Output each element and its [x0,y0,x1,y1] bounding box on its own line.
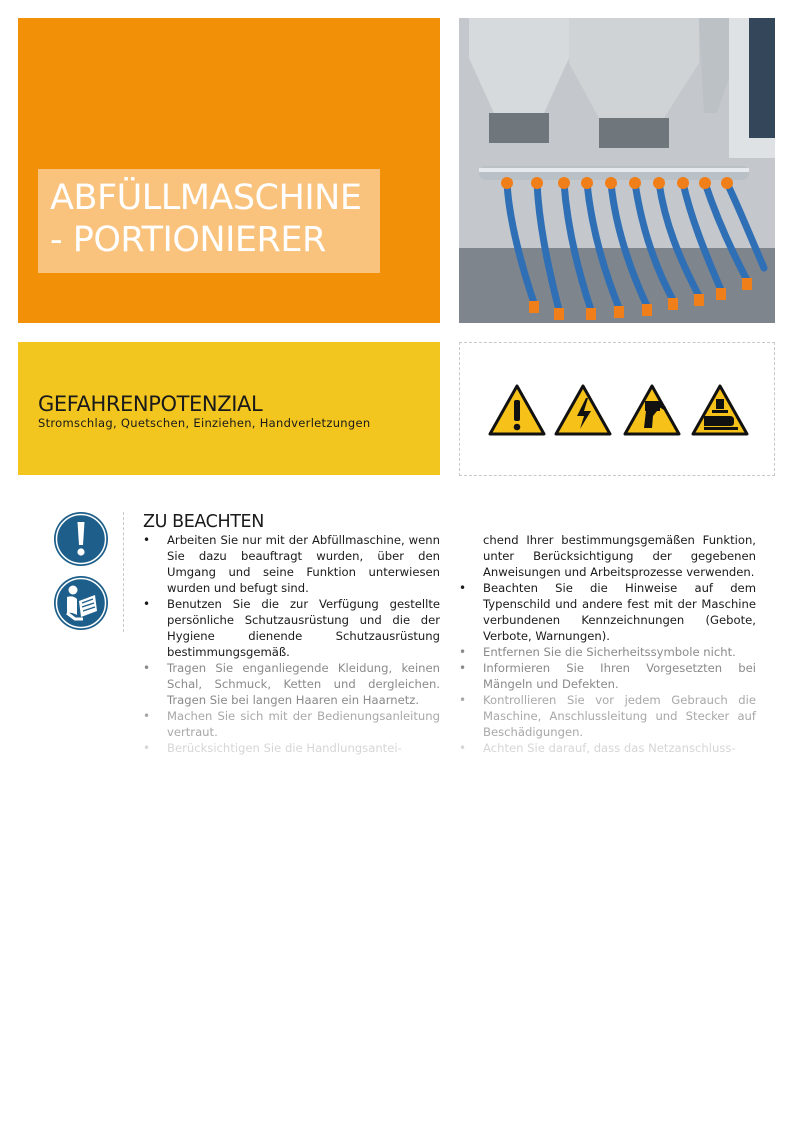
notes-column-2 [459,532,756,756]
list-item: • Beachten Sie die Hinweise auf dem Typenschild und andere fest mit der Maschine verbundenen Kennzeichnungen (Gebote, Verbote, Warnungen). [459,580,756,644]
hero-banner [18,18,440,323]
hazard-subtitle: Stromschlag, Quetschen, Einziehen, Handverletzungen [38,416,371,430]
mandatory-action-icon [53,511,109,567]
list-item: • Entfernen Sie die Sicherheitssymbole nicht. [459,644,756,660]
crushing-hand-warning-icon [690,383,750,437]
section-title: ZU BEACHTEN [143,512,264,532]
warning-signs-panel [459,342,775,476]
hand-entanglement-warning-icon [622,383,682,437]
list-item: chend Ihrer bestimmungsgemäßen Funktion, unter Berücksichtigung der gegebenen Anweisungen und Arbeitsprozesse verwenden. [483,533,756,579]
notes-column-1 [143,532,440,756]
read-manual-icon [53,575,109,631]
hazard-panel [18,342,440,475]
machine-photo-illustration [459,18,775,323]
general-warning-icon [487,383,547,437]
column-divider [123,512,124,632]
machine-photo [459,18,775,323]
list-item: • Tragen Sie enganliegende Kleidung, keinen Schal, Schmuck, Ketten und dergleichen. Tragen Sie bei langen Haaren ein Haarnetz. [143,660,440,708]
list-item: • Arbeiten Sie nur mit der Abfüllmaschine, wenn Sie dazu beauftragt wurden, über den Umgang und seine Funktion unterwiesen wurden und befugt sind. [143,532,440,596]
page-title [38,169,380,273]
page-title-line-2: - PORTIONIERER [50,220,326,260]
list-item: • Machen Sie sich mit der Bedienungsanleitung vertraut. [143,708,440,740]
page-title-line-1: ABFÜLLMASCHINE [50,178,362,218]
list-item: • Informieren Sie Ihren Vorgesetzten bei Mängeln und Defekten. [459,660,756,692]
hazard-title: GEFAHRENPOTENZIAL [38,392,263,416]
list-item: • Achten Sie darauf, dass das Netzanschluss- [459,740,756,756]
list-item: • Berücksichtigen Sie die Handlungsantei- [143,740,440,756]
list-item: • Kontrollieren Sie vor jedem Gebrauch die Maschine, Anschlussleitung und Stecker auf Beschädigungen. [459,692,756,740]
electric-shock-warning-icon [553,383,613,437]
list-item: • Benutzen Sie die zur Verfügung gestellte persönliche Schutzausrüstung und die der Hygiene dienende Schutzausrüstung bestimmungsgemäß. [143,596,440,660]
